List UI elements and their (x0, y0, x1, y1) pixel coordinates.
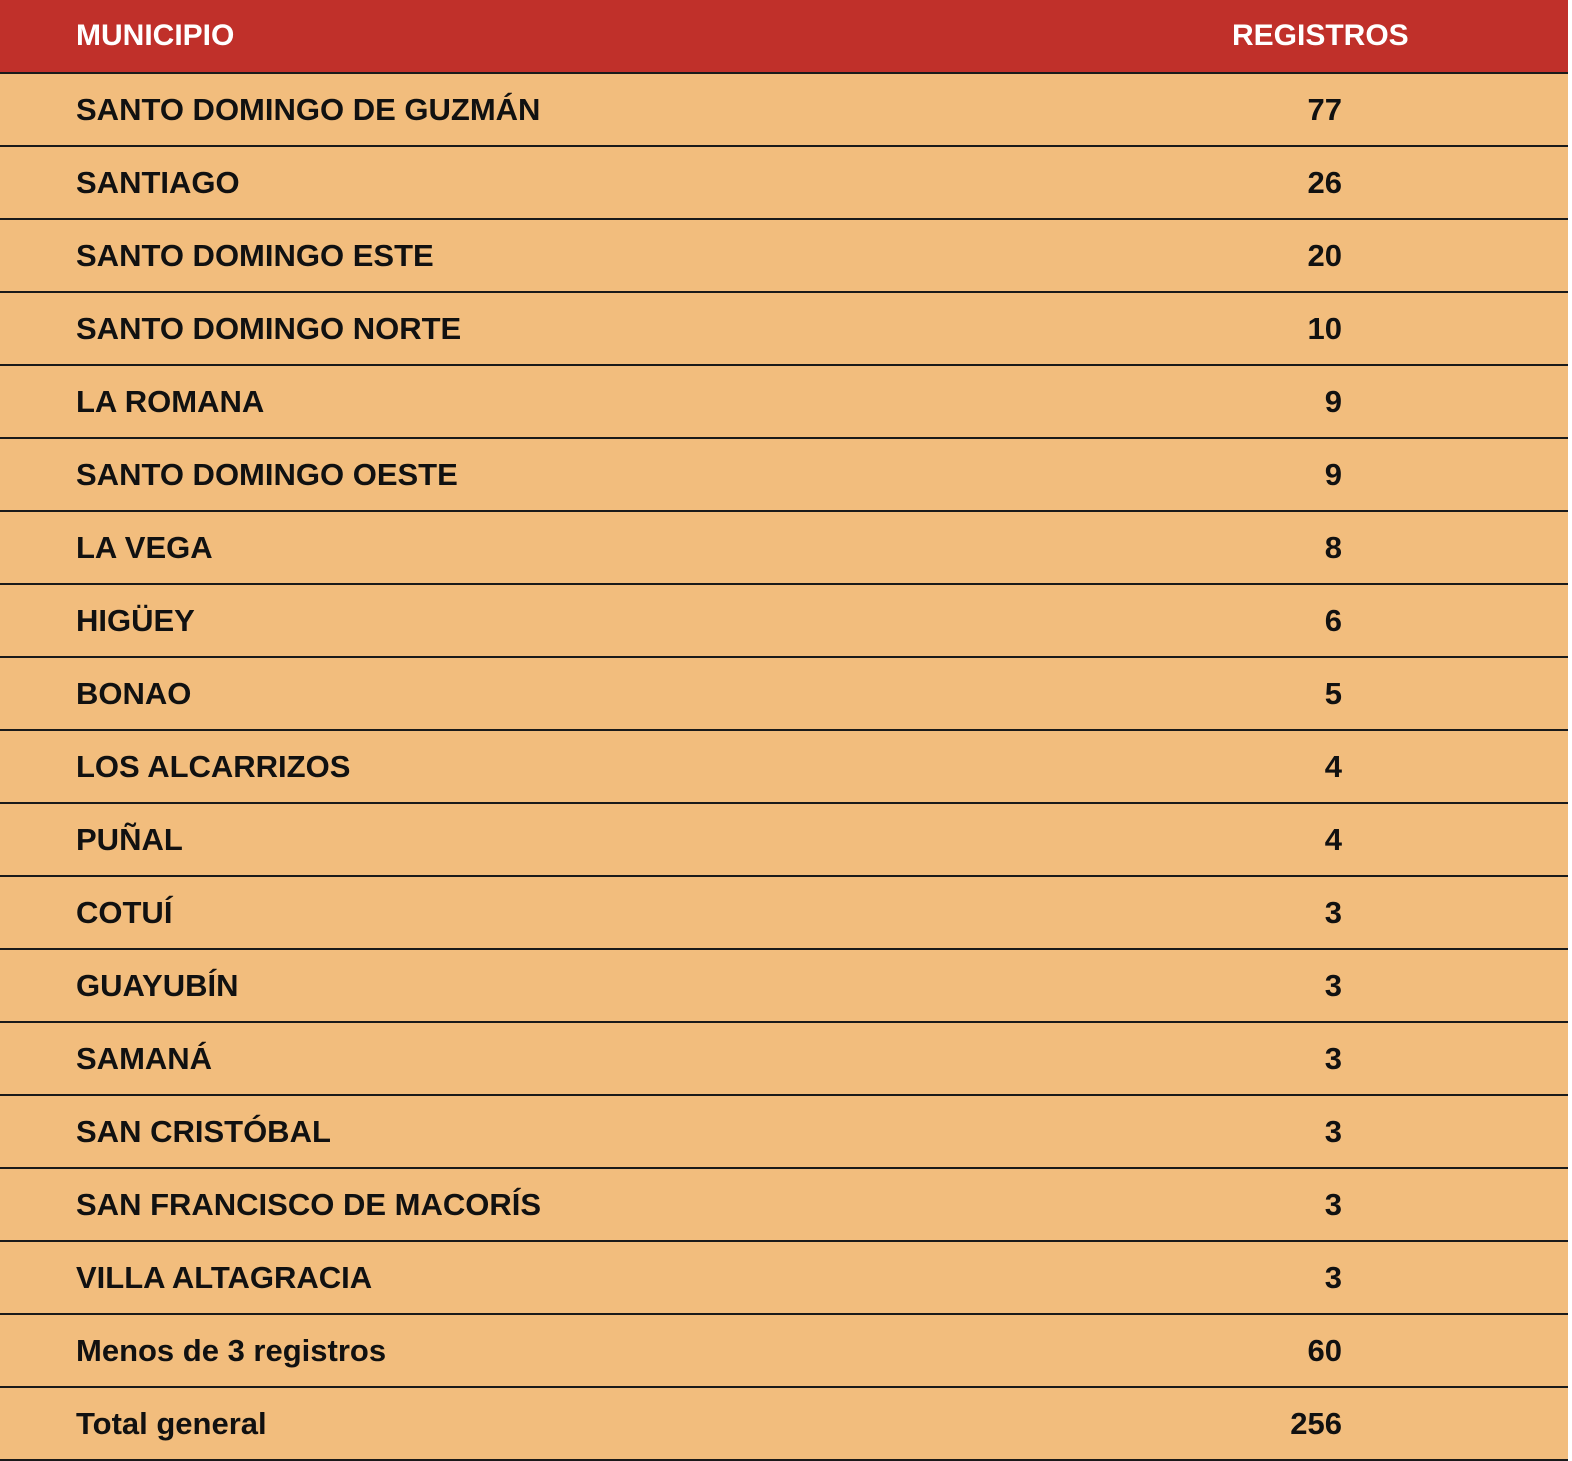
municipio-cell: SAN FRANCISCO DE MACORÍS (76, 1186, 542, 1222)
table-row (0, 220, 1568, 293)
municipio-cell: COTUÍ (76, 894, 173, 930)
registros-cell: 77 (1307, 91, 1342, 127)
registros-cell: 3 (1324, 967, 1342, 1003)
municipio-cell: Total general (76, 1405, 267, 1441)
table-row (0, 293, 1568, 366)
registros-cell: 3 (1324, 1040, 1342, 1076)
table-header (0, 0, 1568, 74)
municipio-cell: BONAO (76, 675, 192, 711)
table-row (0, 512, 1568, 585)
registros-cell: 4 (1324, 748, 1342, 784)
registros-cell: 26 (1307, 164, 1342, 200)
municipio-cell: GUAYUBÍN (76, 967, 239, 1003)
registros-cell: 20 (1307, 237, 1342, 273)
registros-cell: 256 (1290, 1405, 1342, 1441)
municipio-cell: LA ROMANA (76, 383, 265, 419)
table-row-total (0, 1388, 1568, 1461)
municipio-cell: PUÑAL (76, 821, 183, 857)
table-row (0, 1242, 1568, 1315)
table-row (0, 950, 1568, 1023)
registros-cell: 4 (1324, 821, 1342, 857)
table-row (0, 366, 1568, 439)
registros-cell: 60 (1307, 1332, 1342, 1368)
municipio-cell: HIGÜEY (76, 602, 195, 638)
municipio-cell: Menos de 3 registros (76, 1332, 387, 1368)
municipio-cell: SANTO DOMINGO OESTE (76, 456, 458, 492)
table-row (0, 585, 1568, 658)
table-row (0, 74, 1568, 147)
registros-cell: 10 (1307, 310, 1342, 346)
municipio-cell: SANTIAGO (76, 164, 240, 200)
table-row (0, 877, 1568, 950)
table-row-subtotal (0, 1315, 1568, 1388)
table-row (0, 731, 1568, 804)
municipio-cell: SANTO DOMINGO ESTE (76, 237, 434, 273)
registros-cell: 9 (1324, 383, 1342, 419)
registros-cell: 3 (1324, 894, 1342, 930)
registros-cell: 8 (1324, 529, 1342, 565)
table-row (0, 1169, 1568, 1242)
municipio-cell: LOS ALCARRIZOS (76, 748, 351, 784)
registros-cell: 5 (1324, 675, 1342, 711)
registros-cell: 9 (1324, 456, 1342, 492)
municipio-cell: SANTO DOMINGO DE GUZMÁN (76, 91, 541, 127)
header-registros: REGISTROS (1232, 19, 1409, 52)
table-row (0, 1023, 1568, 1096)
municipio-cell: SAN CRISTÓBAL (76, 1113, 331, 1149)
municipio-cell: SAMANÁ (76, 1040, 213, 1076)
municipio-cell: SANTO DOMINGO NORTE (76, 310, 462, 346)
registros-cell: 6 (1324, 602, 1342, 638)
table-row (0, 804, 1568, 877)
header-municipio: MUNICIPIO (76, 19, 235, 52)
registros-cell: 3 (1324, 1186, 1342, 1222)
table-row (0, 1096, 1568, 1169)
municipio-cell: VILLA ALTAGRACIA (76, 1259, 373, 1295)
registros-cell: 3 (1324, 1259, 1342, 1295)
table-row (0, 147, 1568, 220)
table-row (0, 658, 1568, 731)
table-row (0, 439, 1568, 512)
municipio-cell: LA VEGA (76, 529, 213, 565)
registros-cell: 3 (1324, 1113, 1342, 1149)
